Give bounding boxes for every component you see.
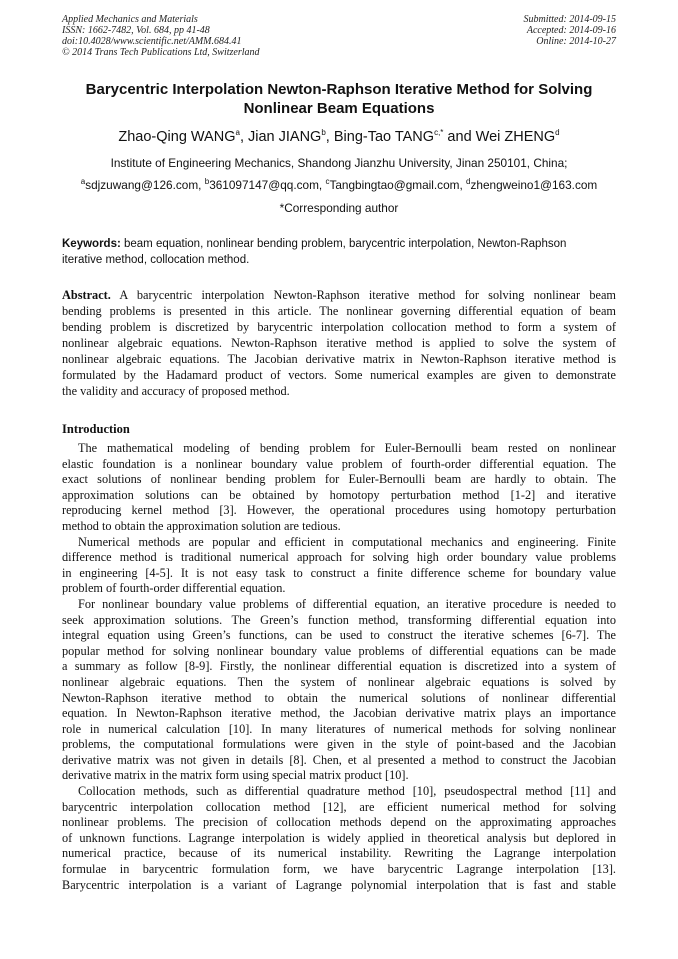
email-address: sdjzuwang@126.com,	[85, 178, 205, 192]
abstract-line	[62, 287, 616, 303]
body-line: problem of fourth-order differential equation.	[62, 581, 286, 596]
abstract-text: A barycentric interpolation Newton-Raphson iterative method for solving nonlinear beam	[110, 288, 616, 302]
email-mark: d	[466, 177, 471, 187]
keywords-text: beam equation, nonlinear bending problem, barycentric interpolation, Newton-Raphson	[120, 238, 567, 250]
author-separator: and	[443, 129, 476, 145]
body-line: nonlinear problems. The precision of collocation methods depend on the approximating approaches	[62, 815, 616, 830]
body-line: numerical practice, because of its numerical instability. Rewriting the Lagrange interpolation	[62, 846, 616, 861]
body-line: exact solutions of nonlinear bending problem for Euler-Bernoulli beam are hardly to obtain. The	[62, 472, 616, 487]
online-date: Online: 2014-10-27	[536, 36, 616, 47]
author-name: Wei ZHENG	[475, 129, 556, 145]
author-mark: d	[555, 128, 560, 138]
copyright-line: © 2014 Trans Tech Publications Ltd, Switzerland	[62, 47, 260, 58]
author-separator: ,	[325, 129, 334, 145]
abstract-line: bending problem is discretized by barycentric interpolation collocation method to form a system of	[62, 320, 616, 334]
body-line: role in numerical calculation [10]. In many literatures of numerical methods for solving nonlinear	[62, 721, 616, 736]
body-line: equation. In Newton-Raphson iterative method, the Jacobian derivative matrix plays an importance	[62, 706, 616, 721]
dates-header	[524, 14, 617, 47]
paragraph	[62, 535, 616, 597]
doi-line: doi:10.4028/www.scientific.net/AMM.684.41	[62, 36, 242, 47]
email-mark: b	[204, 177, 210, 187]
body-line: approximation solutions can be obtained by homotopy perturbation method [1-2] and iterative	[62, 487, 616, 502]
journal-header	[62, 14, 260, 58]
body-line: Collocation methods, such as differential quadrature method [10], pseudospectral method [11] and	[78, 784, 616, 799]
keywords-label: Keywords:	[62, 238, 121, 250]
abstract-block	[62, 287, 616, 399]
body-line: a summary as follow [8-9]. Firstly, the nonlinear differential equation is discretized into a system of	[62, 659, 616, 674]
paper-title	[62, 80, 616, 118]
abstract-label: Abstract.	[62, 288, 111, 302]
abstract-line: nonlinear algebraic equations. The Jacobian derivative matrix in Newton-Raphson iterative method is	[62, 352, 616, 366]
paragraph	[62, 784, 616, 893]
body-line: elastic foundation is a nonlinear boundary value problem of fourth-order differential equation. The	[62, 456, 616, 471]
author-name: Bing-Tao TANG	[333, 129, 435, 145]
title-line: Barycentric Interpolation Newton-Raphson Iterative Method for Solving	[85, 81, 593, 98]
author-mark: b	[321, 128, 326, 138]
body-line: nonlinear algebraic equations. Then the system of nonlinear algebraic equations is solved by	[62, 674, 616, 689]
paragraph	[62, 441, 616, 535]
author-emails	[62, 178, 616, 192]
author-mark: a	[235, 128, 240, 138]
body-line: derivative matrix was not given in details [8]. Chen, et al presented a method to construct the Jacobian	[62, 752, 616, 767]
email-address: 361097147@qq.com,	[209, 178, 326, 192]
body-line: Newton-Raphson iterative method to obtain the numerical solutions of nonlinear differential	[62, 690, 616, 705]
email-address: Tangbingtao@gmail.com,	[329, 178, 467, 192]
section-heading: Introduction	[62, 422, 130, 436]
introduction-body	[62, 441, 616, 893]
body-line: Numerical methods are popular and efficient in computational mechanics and engineering. Finite	[78, 534, 616, 549]
author-name: Jian JIANG	[248, 129, 322, 145]
body-line: The mathematical modeling of bending problem for Euler-Bernoulli beam rested on nonlinear	[78, 441, 616, 455]
body-line: Barycentric interpolation is a variant of Lagrange polynomial interpolation that is fast and stable	[62, 877, 616, 892]
email-address: zhengweino1@163.com	[470, 178, 598, 192]
journal-name: Applied Mechanics and Materials	[62, 14, 198, 25]
paragraph	[62, 597, 616, 784]
accepted-date: Accepted: 2014-09-16	[526, 25, 616, 36]
email-mark: c	[325, 177, 330, 187]
author-name: Zhao-Qing WANG	[118, 129, 236, 145]
email-mark: a	[80, 177, 86, 187]
body-line: seek approximation solutions. The Green’s function method, transforming differential equation into	[62, 612, 616, 627]
title-line: Nonlinear Beam Equations	[243, 100, 435, 117]
body-line: popular method for solving nonlinear boundary value problems of differential equations can be made	[62, 643, 616, 658]
abstract-line: nonlinear algebraic equations. Newton-Raphson iterative method is applied to solve the system of	[62, 336, 616, 350]
body-line: problems, the computational formulations were given in the style of point-based and the Jacobian	[62, 737, 616, 752]
keywords-block	[62, 236, 616, 268]
body-line: integral equation using Green’s functions, can be used to construct the iterative schemes [6-7]. The	[62, 628, 616, 643]
abstract-line: bending problems is presented in this article. The nonlinear governing differential equation of beam	[62, 304, 616, 318]
body-line: formulae in barycentric formulation form, we have barycentric Lagrange interpolation [13].	[62, 862, 616, 877]
author-list	[62, 128, 616, 146]
body-line: in engineering [4-5]. It is not easy task to construct a finite difference scheme for boundary value	[62, 565, 616, 580]
body-line: barycentric interpolation collocation method [12], are efficient numerical method for solving	[62, 799, 616, 814]
body-line: reproducing kernel method [3]. However, the operational procedures using homotopy perturbation	[62, 503, 616, 518]
submitted-date: Submitted: 2014-09-15	[523, 14, 616, 25]
author-mark: c,*	[434, 128, 444, 138]
body-line: For nonlinear boundary value problems of differential equation, an iterative procedure is needed to	[78, 596, 616, 611]
body-line: method to obtain the approximation solution are tedious.	[62, 518, 341, 533]
author-separator: ,	[239, 129, 248, 145]
affiliation: Institute of Engineering Mechanics, Shandong Jianzhu University, Jinan 250101, China;	[110, 156, 568, 170]
body-line: difference method is traditional numerical approach for solving high order boundary value problems	[62, 550, 616, 565]
corresponding-author-note: *Corresponding author	[279, 201, 399, 215]
body-line: of unknown functions. Lagrange interpolation is widely applied in theoretical analysis but deplored in	[62, 830, 616, 845]
abstract-line: the validity and accuracy of proposed method.	[62, 384, 290, 398]
body-line: derivative matrix in the matrix form using special matrix product [10].	[62, 768, 409, 783]
abstract-line: formulated by the Hadamard product of vectors. Some numerical examples are given to demonstrate	[62, 368, 616, 382]
keywords-text: iterative method, collocation method.	[62, 254, 250, 266]
issn-line: ISSN: 1662-7482, Vol. 684, pp 41-48	[62, 25, 210, 36]
